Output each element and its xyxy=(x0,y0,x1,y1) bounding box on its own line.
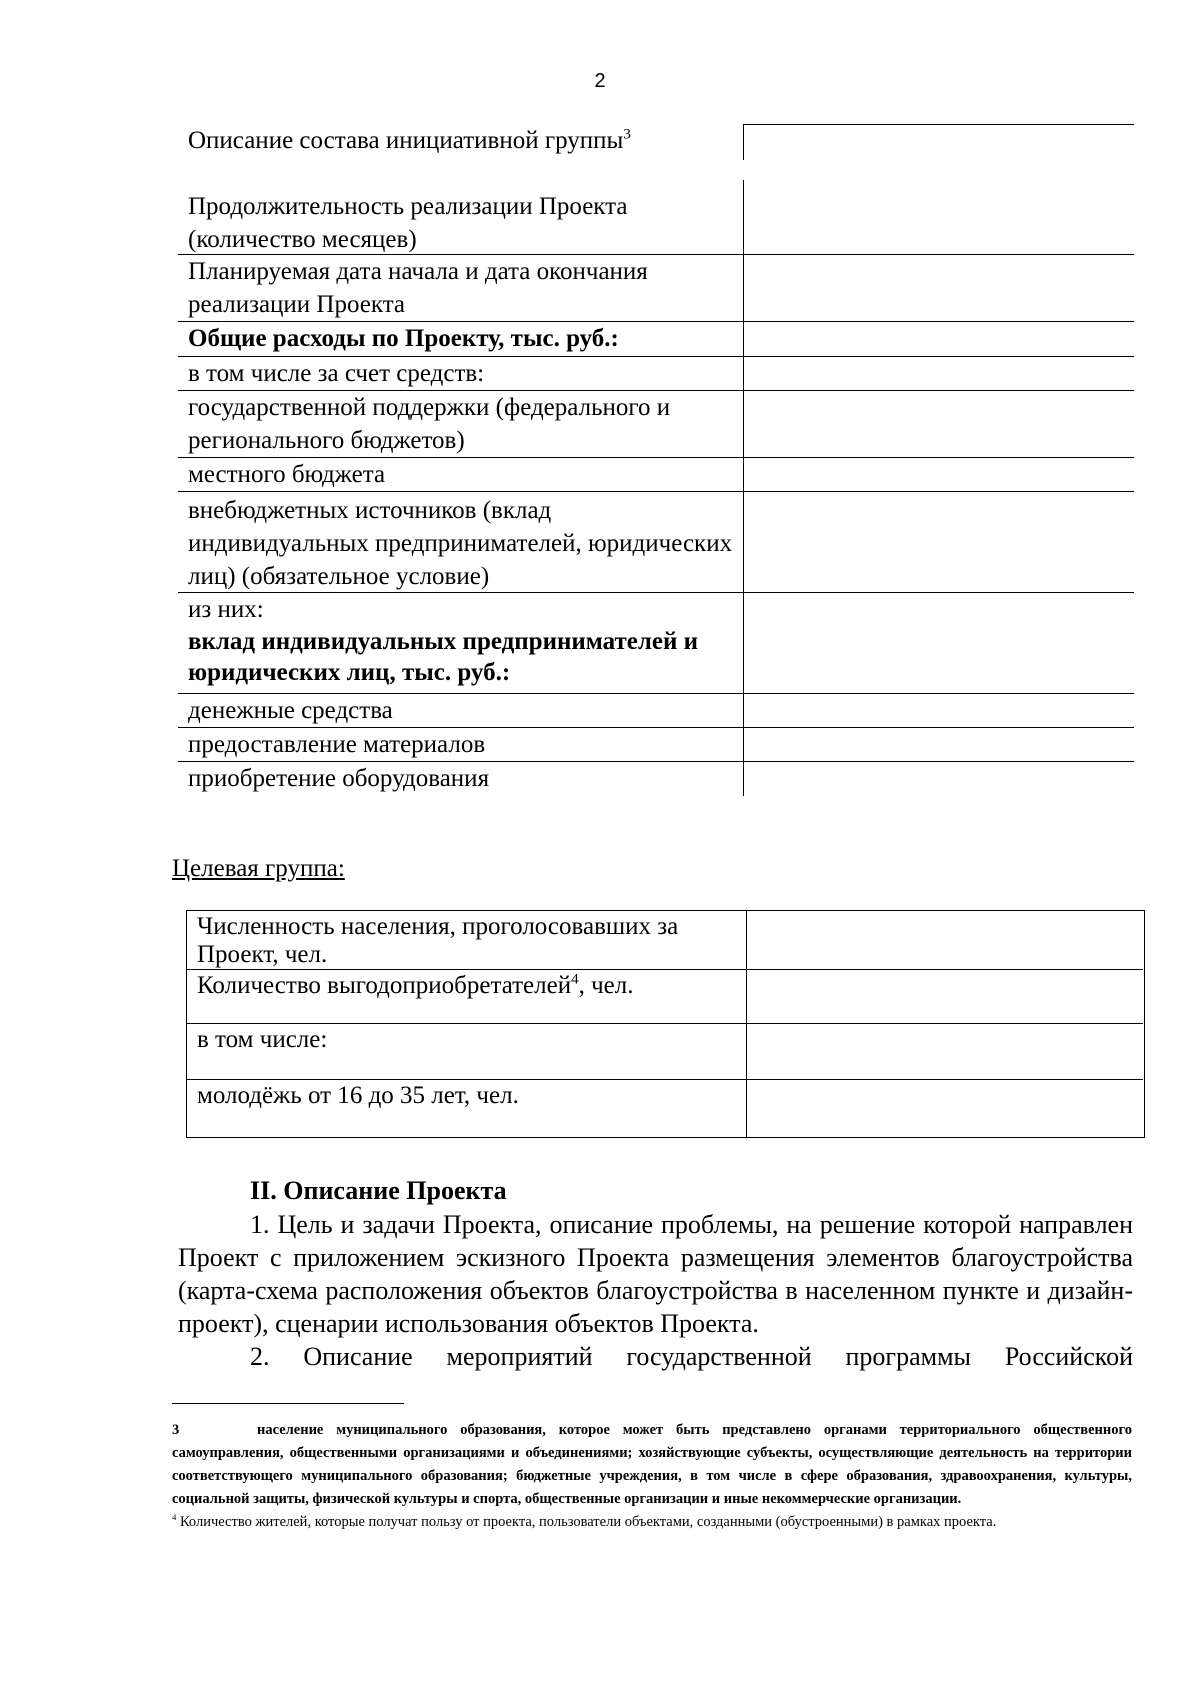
value-cell[interactable] xyxy=(743,492,744,593)
table-row xyxy=(178,593,1134,694)
paragraph-2: 2. Описание мероприятий государственной программы Российской xyxy=(250,1342,1133,1371)
value-cell[interactable] xyxy=(743,322,744,357)
table-row xyxy=(178,322,1134,357)
table-row xyxy=(178,391,1134,458)
row-label: молодёжь от 16 до 35 лет, чел. xyxy=(197,1082,519,1109)
table-row xyxy=(178,762,1134,796)
table-row xyxy=(178,357,1134,391)
row-label: Общие расходы по Проекту, тыс. руб.: xyxy=(188,325,619,352)
row-label: предоставление материалов xyxy=(188,731,486,758)
section-title: II. Описание Проекта xyxy=(250,1176,507,1205)
value-cell[interactable] xyxy=(743,593,744,694)
value-cell[interactable] xyxy=(743,762,744,796)
row-label-plain: из них: xyxy=(188,596,264,623)
table-row xyxy=(178,124,1134,184)
row-label: государственной поддержки (федерального и регионального бюджетов) xyxy=(188,394,671,454)
value-cell[interactable] xyxy=(743,180,744,255)
table-row xyxy=(178,255,1134,322)
table-row xyxy=(187,911,1143,970)
footnote-separator xyxy=(172,1403,404,1404)
row-label: Описание состава инициативной группы$^3$ xyxy=(188,126,631,154)
value-cell[interactable] xyxy=(743,728,744,762)
row-label: в том числе за счет средств: xyxy=(188,360,485,387)
table-row xyxy=(178,458,1134,492)
value-cell[interactable] xyxy=(743,255,744,322)
footnotes xyxy=(172,1419,1132,1534)
row-label: Продолжительность реализации Проекта (количество месяцев) xyxy=(188,193,628,253)
table-row xyxy=(187,1024,1143,1080)
footnote-3 xyxy=(172,1419,1132,1511)
row-label: денежные средства xyxy=(188,697,393,724)
value-cell[interactable] xyxy=(743,694,744,728)
row-label xyxy=(188,593,733,688)
table-row xyxy=(178,694,1134,728)
row-label: внебюджетных источников (вклад индивидуальных предпринимателей, юридических лиц) (обязательное условие) xyxy=(188,497,733,590)
table-row xyxy=(178,728,1134,762)
target-group-table xyxy=(186,910,1145,1138)
row-label: местного бюджета xyxy=(188,461,386,488)
table-row xyxy=(178,184,1134,255)
target-group-heading: Целевая группа: xyxy=(172,855,345,882)
footnote-text: население муниципального образования, которое может быть представлено органами территориального общественного самоуправления, общественными организациями и объединениями; хозяйствующие субъекты, осуществляющие деятельность на территории соответствующего муниципального образования; бюджетные учреждения, в том числе в сфере образования, здравоохранения, культуры, социальной защиты, физической культуры и спорта, общественные организации и иные некоммерческие организации. xyxy=(172,1422,1132,1507)
page-number: 2 xyxy=(594,70,606,92)
footnote-4 xyxy=(172,1511,1132,1534)
footnote-text: Количество жителей, которые получат пользу от проекта, пользователи объектами, созданными (обустроенными) в рамках проекта. xyxy=(179,1514,997,1530)
row-label: в том числе: xyxy=(197,1026,328,1053)
footnote-number: 4 xyxy=(172,1512,177,1523)
paragraph-1: 1. Цель и задачи Проекта, описание проблемы, на решение которой направлен Проект с приложением эскизного Проекта размещения элементов благоустройства (карта-схема расположения объектов благоустройства в населенном пункте и дизайн-проект), сценарии использования объектов Проекта. xyxy=(178,1210,1133,1338)
row-label-bold: вклад индивидуальных предпринимателей и юридических лиц, тыс. руб.: xyxy=(188,628,699,686)
table-row xyxy=(187,970,1143,1024)
value-cell[interactable] xyxy=(743,391,744,458)
row-label: Численность населения, проголосовавших за Проект, чел. xyxy=(197,913,679,968)
value-cell[interactable] xyxy=(743,458,744,492)
row-label: приобретение оборудования xyxy=(188,765,490,792)
row-label: Количество выгодоприобретателей$^4$, чел. xyxy=(197,971,634,999)
value-cell[interactable] xyxy=(743,357,744,391)
footnote-number: 3 xyxy=(172,1422,180,1438)
table-row xyxy=(178,492,1134,593)
value-cell[interactable] xyxy=(743,124,744,160)
table-row xyxy=(187,1080,1143,1136)
row-label: Планируемая дата начала и дата окончания реализации Проекта xyxy=(188,258,648,318)
